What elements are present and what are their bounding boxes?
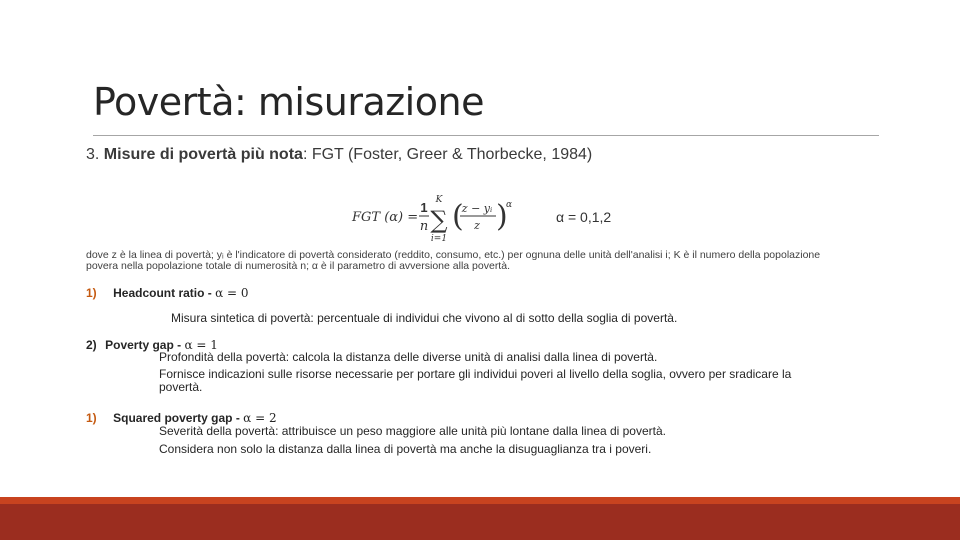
item-3-description — [159, 425, 849, 456]
formula-coef-den: n — [419, 219, 429, 234]
item-number: 1) — [86, 411, 97, 425]
item-2-description — [159, 351, 849, 394]
definition-text — [86, 250, 876, 272]
formula-sum-upper: K — [435, 195, 443, 205]
alpha-values: α = 0,1,2 — [556, 209, 612, 225]
formula-sum-lower: i=1 — [430, 234, 448, 244]
item-1-header — [86, 284, 249, 302]
paren-right-icon: ) — [496, 199, 508, 234]
item-line: povertà. — [159, 380, 203, 394]
item-number: 1) — [86, 286, 97, 300]
item-1-description — [159, 312, 849, 325]
footer-accent-bar — [0, 497, 960, 504]
definition-line-2: povera nella popolazione totale di numerosità n; α è il parametro di avversione alla povertà. — [86, 260, 510, 272]
formula-frac-num: z − yᵢ — [461, 202, 493, 215]
item-line: Fornisce indicazioni sulle risorse necessarie per portare gli individui poveri al livello della soglia, ovvero per sradicare la — [159, 367, 792, 381]
formula-frac-den: z — [474, 219, 480, 232]
item-line: Misura sintetica di povertà: percentuale di individui che vivono al di sotto della soglia di povertà. — [171, 311, 678, 325]
definition-line-1: dove z è la linea di povertà; yᵢ è l'indicatore di povertà considerato (reddito, consumo, etc.) per ognuna delle unità dell'analisi i; K è il numero della popolazione — [86, 249, 821, 261]
heading-bold: Misure di povertà più nota — [103, 146, 303, 163]
item-number: 2) — [86, 338, 97, 352]
formula-lhs: FGT (α) = — [352, 210, 419, 225]
title-divider — [93, 135, 879, 136]
formula-exponent: α — [506, 200, 513, 210]
item-label: Poverty gap - α = 1 — [105, 338, 218, 352]
section-heading — [86, 146, 592, 164]
item-line: Severità della povertà: attribuisce un peso maggiore alle unità più lontane dalla linea di povertà. — [159, 424, 666, 438]
slide-title: Povertà: misurazione — [93, 80, 484, 124]
item-label: Squared poverty gap - α = 2 — [113, 411, 277, 425]
formula-coef-num: 1 — [420, 200, 428, 215]
item-label: Headcount ratio - α = 0 — [113, 286, 249, 300]
item-line: Considera non solo la distanza dalla linea di povertà ma anche la disuguaglianza tra i poveri. — [159, 442, 652, 456]
sigma-icon: ∑ — [430, 206, 448, 234]
fgt-formula — [340, 192, 540, 244]
heading-rest: : FGT (Foster, Greer & Thorbecke, 1984) — [302, 146, 593, 163]
heading-prefix: 3. — [86, 146, 100, 163]
footer-bar — [0, 504, 960, 540]
paren-left-icon: ( — [452, 199, 464, 234]
item-line: Profondità della povertà: calcola la distanza delle diverse unità di analisi dalla linea di povertà. — [159, 350, 658, 364]
